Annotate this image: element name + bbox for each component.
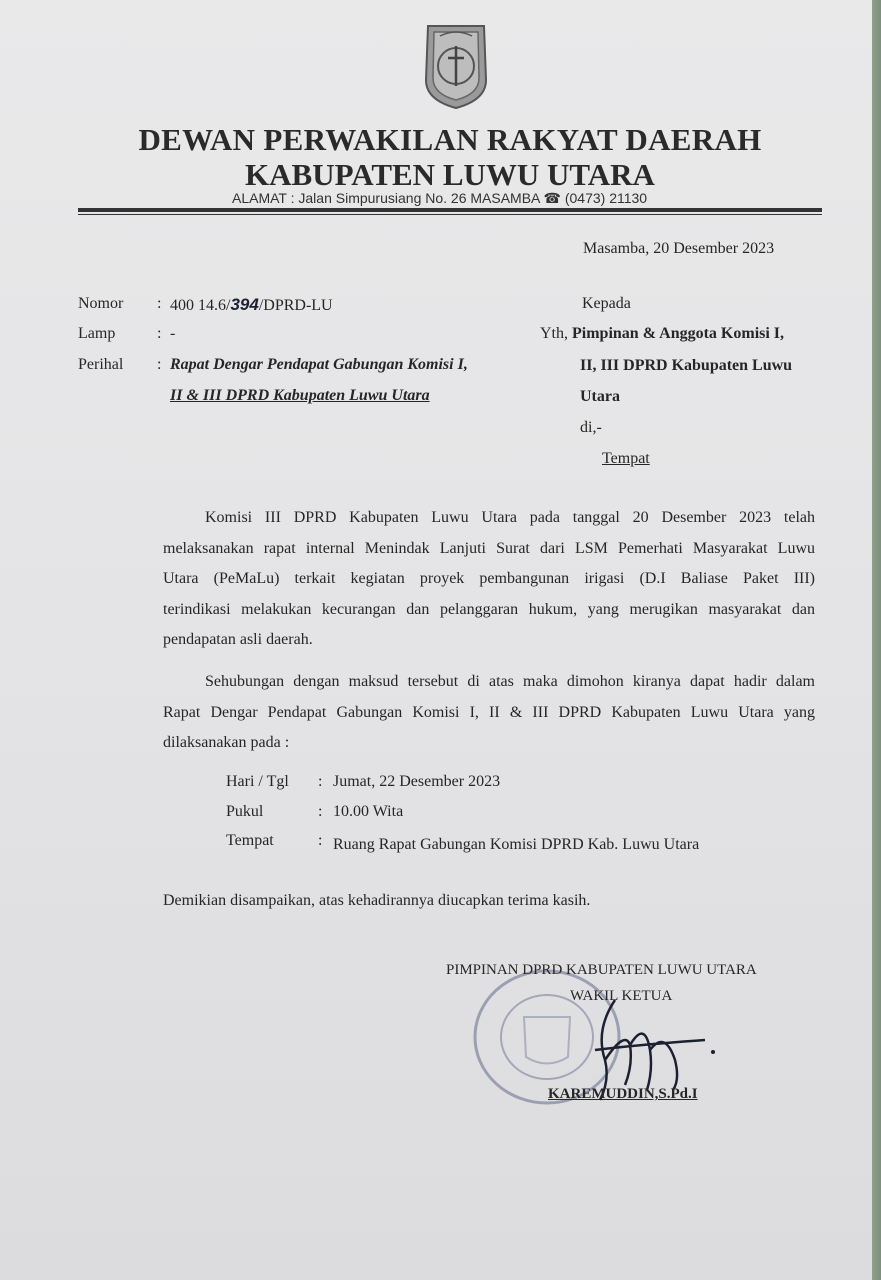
- body-paragraph-2: [163, 667, 815, 759]
- signature-role: WAKIL KETUA: [570, 988, 673, 1004]
- schedule-colon: :: [318, 803, 323, 820]
- schedule-label: Hari / Tgl: [226, 773, 289, 790]
- signature-title: PIMPINAN DPRD KABUPATEN LUWU UTARA: [446, 962, 757, 978]
- recipient-line2: II, III DPRD Kabupaten Luwu: [580, 357, 793, 374]
- letterhead-rule-thin: [78, 214, 822, 215]
- perihal-line1: Rapat Dengar Pendapat Gabungan Komisi I,: [170, 356, 468, 373]
- nomor-handwritten: 394: [230, 295, 259, 314]
- recipient-yth: Yth,: [540, 325, 568, 342]
- recipient-line1: [540, 325, 784, 343]
- nomor-colon: :: [157, 295, 162, 312]
- regency-emblem-icon: [420, 20, 492, 112]
- letterhead-rule-thick: [78, 208, 822, 212]
- schedule-label: Tempat: [226, 832, 274, 849]
- org-name-line1: DEWAN PERWAKILAN RAKYAT DAERAH: [138, 122, 762, 157]
- body-paragraph-1: [163, 503, 815, 656]
- p1-line: terindikasi melakukan kecurangan dan pelanggaran hukum, yang merugikan masyarakat dan: [163, 600, 815, 618]
- nomor-prefix: 400 14.6/: [170, 297, 231, 314]
- p1-line: pendapatan asli daerah.: [163, 631, 313, 648]
- nomor-label: Nomor: [78, 295, 124, 312]
- schedule-colon: :: [318, 773, 323, 790]
- lamp-label: Lamp: [78, 325, 116, 342]
- lamp-colon: :: [157, 325, 162, 342]
- perihal-label: Perihal: [78, 356, 124, 373]
- schedule-value: 10.00 Wita: [333, 803, 404, 820]
- perihal-line2: II & III DPRD Kabupaten Luwu Utara: [170, 387, 430, 404]
- org-name-line2: KABUPATEN LUWU UTARA: [245, 157, 655, 192]
- signatory-name: KAREMUDDIN,S.Pd.I: [548, 1086, 698, 1102]
- nomor-value: [170, 295, 333, 315]
- p2-line: Sehubungan dengan maksud tersebut di atas maka dimohon kiranya dapat hadir dalam: [205, 673, 815, 690]
- schedule-label: Pukul: [226, 803, 264, 820]
- p1-line: Utara (PeMaLu) terkait kegiatan proyek pembangunan irigasi (D.I Baliase Paket III): [163, 570, 815, 587]
- letter-date: Masamba, 20 Desember 2023: [583, 240, 775, 257]
- closing-sentence: Demikian disampaikan, atas kehadirannya diucapkan terima kasih.: [163, 892, 591, 909]
- p1-line: melaksanakan rapat internal Menindak Lanjuti Surat dari LSM Pemerhati Masyarakat Luwu: [163, 539, 815, 557]
- p2-line: Rapat Dengar Pendapat Gabungan Komisi I, II & III DPRD Kabupaten Luwu Utara yang: [163, 703, 815, 721]
- recipient-name1: Pimpinan & Anggota Komisi I,: [572, 325, 785, 342]
- letterhead-address: ALAMAT : Jalan Simpurusiang No. 26 MASAMBA ☎ (0473) 21130: [232, 190, 648, 206]
- recipient-di: di,-: [580, 419, 602, 436]
- p1-line: Komisi III DPRD Kabupaten Luwu Utara pada tanggal 20 Desember 2023 telah: [205, 509, 815, 526]
- schedule-value: Ruang Rapat Gabungan Komisi DPRD Kab. Luwu Utara: [333, 836, 700, 853]
- p2-line: dilaksanakan pada :: [163, 734, 290, 751]
- schedule-colon: :: [318, 832, 323, 849]
- perihal-colon: :: [157, 356, 162, 373]
- lamp-value: -: [170, 325, 176, 342]
- recipient-tempat: Tempat: [602, 450, 650, 467]
- recipient-line3: Utara: [580, 388, 620, 405]
- nomor-suffix: /DPRD-LU: [258, 297, 333, 314]
- schedule-value: Jumat, 22 Desember 2023: [333, 773, 501, 790]
- recipient-kepada: Kepada: [582, 295, 631, 312]
